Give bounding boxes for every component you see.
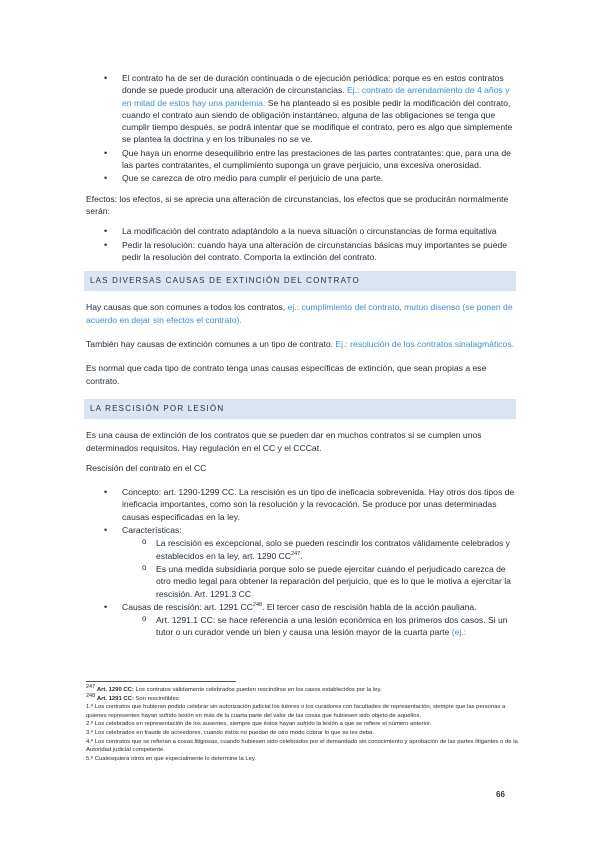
punctuation: . <box>300 550 303 561</box>
conditions-list <box>86 72 518 185</box>
section-heading-rescision: LA RESCISIÓN POR LESIÓN <box>84 399 516 419</box>
paragraph <box>86 338 518 350</box>
footnote-text: Son rescindibles: <box>135 695 181 702</box>
bullet-text: Características: <box>122 525 182 536</box>
example-text: (ej.: <box>451 627 467 638</box>
list-item <box>86 147 518 172</box>
footnote-line: 2.º Los celebrados en representación de los ausentes, siempre que éstos hayan sufrido la lesión a que se refiere el número anterior. <box>86 721 432 728</box>
bullet-rest: Se ha planteado si es posible pedir la modificación del contrato, cuando el contrato aun siendo de obligación instantáneo, alguna de las obligaciones se tenga que cumplir tiempo después, se podrá intentar que se modifique el contrato, pero es algo que simplemente se plantea la doctrina y en los tribunales no se ve. <box>122 97 513 145</box>
bullet-text: Que se carezca de otro medio para cumplir el perjuicio de una parte. <box>122 173 384 184</box>
page-number: 66 <box>496 790 505 799</box>
example-text: Ej.: resolución de los contratos sinalagmáticos. <box>335 339 515 350</box>
list-item <box>86 486 518 523</box>
bullet-lead: El contrato ha de ser de duración continuada o de ejecución periódica: porque es en estos contratos donde se puede producir una alteración de circunstancias. <box>122 73 504 96</box>
footnote-separator <box>86 681 236 682</box>
subheading: Rescisión del contrato en el CC <box>86 462 207 473</box>
sub-list <box>122 537 518 599</box>
footnote-ref[interactable]: 247 <box>291 550 301 557</box>
footnote-text: Los contratos válidamente celebrados pueden rescindirse en los casos establecidos por la ley. <box>135 687 382 693</box>
paragraph-text: También hay causas de extinción comunes a un tipo de contrato. <box>86 339 333 350</box>
bullet-text-rest: . El tercer caso de rescisión habla de la acción pauliana. <box>262 601 477 612</box>
footnote-label: Art. 1291 CC: <box>96 695 134 702</box>
list-item <box>86 601 518 639</box>
efectos-list <box>86 225 518 263</box>
paragraph-text: Hay causas que son comunes a todos los contratos, <box>86 302 286 313</box>
list-item <box>86 225 518 237</box>
sub-item-text: Art. 1291.1 CC: se hace referencia a una lesión económica en los primeros dos casos. Si un tutor o un curador vende un bien y causa una lesión mayor de la cuarta parte <box>156 615 508 638</box>
footnote-number: 247 <box>86 684 96 691</box>
example-text: ej.: cumplimiento del contrato, mutuo disenso (se ponen de acuerdo en dejar sin efectos el contrato). <box>86 302 513 325</box>
sub-list <box>122 614 518 639</box>
list-item <box>86 172 518 184</box>
footnote-number: 248 <box>86 692 96 699</box>
bullet-text: La modificación del contrato adaptándolo a la nueva situación o circunstancias de forma equitativa <box>122 226 497 237</box>
footnote-line: 5.º Cualesquiera otros en que especialmente lo determine la Ley. <box>86 755 257 762</box>
bullet-text: Causas de rescisión: art. 1291 CC <box>122 601 253 612</box>
footnote-line: 4.º Los contratos que se refieran a cosas litigiosas, cuando hubiesen sido celebrados por el demandado sin conocimiento y aprobación de las partes litigantes o de la Autoridad judicial competente. <box>86 738 518 754</box>
bullet-text: Concepto: art. 1290-1299 CC. La rescisión es un tipo de ineficacia sobrevenida. Hay otros dos tipos de ineficacia importantes, como son la resolución y la revocación. Se produce por unas determinadas causas especificadas en la ley. <box>122 487 515 522</box>
sub-item-text: Es una medida subsidiaria porque solo se puede ejercitar cuando el perjudicado carezca de otro medio legal para obtener la reparación del perjuicio, que es lo que le motiva a ejercitar la rescisión. Art. 1291.3 CC <box>156 563 511 599</box>
efectos-intro: Efectos: los efectos, si se aprecia una alteración de circunstancias, los efectos que se producirán normalmente serán: <box>86 193 509 216</box>
footnote-ref[interactable]: 248 <box>252 601 263 608</box>
footnote <box>86 692 526 704</box>
sub-list-item <box>122 563 518 600</box>
bullet-text: Pedir la resolución: cuando haya una alteración de circunstancias básicas muy importantes se puede pedir la resolución del contrato. Comporta la extinción del contrato. <box>122 239 508 262</box>
sub-list-item <box>122 537 518 562</box>
list-item <box>86 72 518 146</box>
footnotes <box>86 686 526 763</box>
sub-list-item <box>122 614 518 639</box>
rescision-list <box>86 486 518 639</box>
footnote-line: 3.º Los celebrados en fraude de acreedores, cuando éstos no puedan de otro modo cobrar lo que se les deba. <box>86 729 375 736</box>
footnote-label: Art. 1290 CC: <box>96 687 134 693</box>
bullet-text: Que haya un enorme desequilibrio entre las prestaciones de las partes contratantes: que, para una de las partes contratantes, el cumplimiento suponga un grave perjuicio, una excesiva onerosidad. <box>122 147 511 171</box>
list-item <box>86 524 518 600</box>
main-content <box>86 72 518 640</box>
sub-item-text: La rescisión es excepcional, solo se pueden rescindir los contratos válidamente celebrados y establecidos en la ley, art. 1290 CC <box>156 538 510 561</box>
paragraph: Es una causa de extinción de los contratos que se pueden dar en muchos contratos si se cumplen unos determinados requisitos. Hay regulación en el CC y el CCCat. <box>86 430 482 453</box>
example-text: Ej.: contrato de arrendamiento de 4 años y en mitad de estos hay una pandemia. <box>122 85 510 108</box>
paragraph: Es normal que cada tipo de contrato tenga unas causas específicas de extinción, que sean propias a ese contrato. <box>86 363 487 386</box>
footnote-line: 1.º Los contratos que hubieran podido celebrar sin autorización judicial los tutores o los curadores con facultades de representación, siempre que las personas a quienes representen hayan sufrido lesión en más de la cuarta parte del valor de las cosas que hubiesen sido objeto de aquéllos. <box>86 704 506 719</box>
section-heading-causas: LAS DIVERSAS CAUSAS DE EXTINCIÓN DEL CONTRATO <box>84 271 516 291</box>
paragraph <box>86 301 518 326</box>
footnote <box>86 686 526 695</box>
list-item <box>86 239 518 264</box>
